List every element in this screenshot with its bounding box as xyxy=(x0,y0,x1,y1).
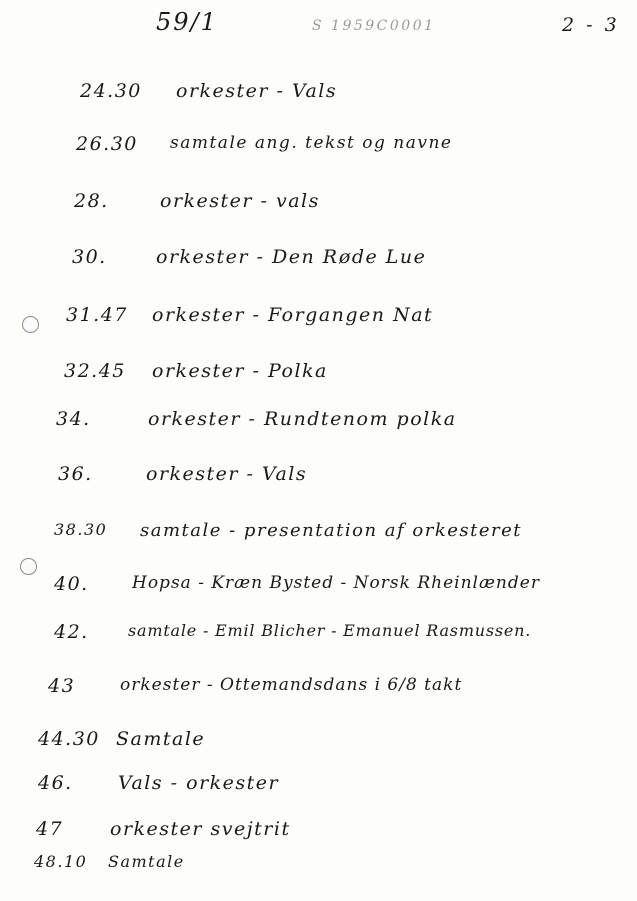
list-item xyxy=(0,80,637,110)
entry-time: 30. xyxy=(72,246,107,268)
list-item xyxy=(0,190,637,220)
list-item xyxy=(0,675,637,705)
list-item xyxy=(0,360,637,390)
entry-text: orkester - Den Røde Lue xyxy=(156,246,427,268)
list-item xyxy=(0,246,637,276)
entry-time: 24.30 xyxy=(80,80,142,102)
entry-text: Vals - orkester xyxy=(118,772,280,794)
entry-time: 36. xyxy=(58,463,93,485)
list-item xyxy=(0,772,637,802)
entry-text: orkester - Polka xyxy=(152,360,328,382)
entry-time: 34. xyxy=(56,408,91,430)
entry-time: 43 xyxy=(48,675,76,697)
sheet-number: 2 - 3 xyxy=(562,14,620,36)
entry-text: Hopsa - Kræn Bysted - Norsk Rheinlænder xyxy=(132,573,540,593)
entry-text: samtale - Emil Blicher - Emanuel Rasmussen. xyxy=(128,621,532,640)
archive-number: S 1959C0001 xyxy=(312,18,436,34)
list-item xyxy=(0,408,637,438)
entry-text: orkester - Forgangen Nat xyxy=(152,304,434,326)
entry-text: samtale ang. tekst og navne xyxy=(170,133,453,153)
list-item xyxy=(0,818,637,848)
list-item xyxy=(0,304,637,334)
entry-text: Samtale xyxy=(108,852,185,871)
list-item xyxy=(0,621,637,651)
entry-time: 28. xyxy=(74,190,109,212)
entry-text: orkester - vals xyxy=(160,190,320,212)
entry-time: 48.10 xyxy=(34,852,88,871)
entry-text: orkester svejtrit xyxy=(110,818,291,840)
list-item xyxy=(0,520,637,550)
list-item xyxy=(0,728,637,758)
entry-time: 42. xyxy=(54,621,89,643)
entry-time: 31.47 xyxy=(66,304,128,326)
entry-time: 46. xyxy=(38,772,73,794)
entry-time: 47 xyxy=(36,818,64,840)
entry-text: Samtale xyxy=(116,728,206,750)
list-item xyxy=(0,573,637,603)
entry-text: orkester - Vals xyxy=(176,80,338,102)
entry-time: 40. xyxy=(54,573,89,595)
page-number: 59/1 xyxy=(156,8,218,36)
entry-time: 32.45 xyxy=(64,360,126,382)
entry-text: samtale - presentation af orkesteret xyxy=(140,520,523,541)
entry-time: 38.30 xyxy=(54,520,108,539)
list-item xyxy=(0,852,637,882)
list-item xyxy=(0,463,637,493)
list-item xyxy=(0,133,637,163)
entry-text: orkester - Rundtenom polka xyxy=(148,408,457,430)
entry-time: 44.30 xyxy=(38,728,100,750)
entry-time: 26.30 xyxy=(76,133,138,155)
entry-text: orkester - Ottemandsdans i 6/8 takt xyxy=(120,675,463,695)
entry-text: orkester - Vals xyxy=(146,463,308,485)
